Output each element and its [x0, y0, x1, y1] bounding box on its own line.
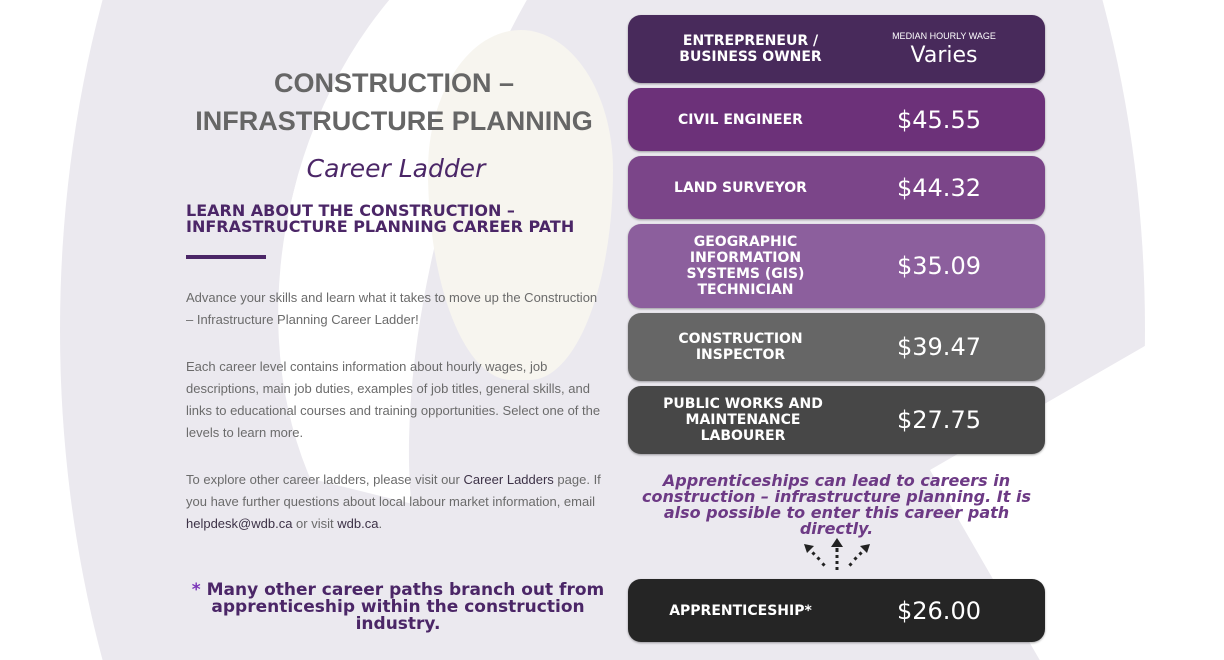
- contact-text-4: .: [378, 516, 383, 531]
- section-heading-line1: LEARN ABOUT THE CONSTRUCTION –: [186, 201, 515, 220]
- page-title-line1: CONSTRUCTION –: [273, 68, 514, 98]
- rung-wage: $35.09: [897, 252, 981, 280]
- rung-gis-technician[interactable]: [628, 224, 1045, 308]
- apprenticeship-footnote: [186, 582, 610, 633]
- page-title: [176, 64, 612, 140]
- contact-text-2: page. If you have further questions about local labour market information, email: [186, 472, 601, 509]
- rung-label: CIVIL ENGINEER: [678, 111, 803, 128]
- section-heading-line2: INFRASTRUCTURE PLANNING CAREER PATH: [186, 217, 575, 236]
- page-subtitle: Career Ladder: [306, 154, 486, 183]
- section-heading: [186, 203, 606, 235]
- apprenticeship-note: Apprenticeships can lead to careers in construction – infrastructure planning. It is also possible to enter this career path directly.: [642, 471, 1031, 538]
- rung-label: GEOGRAPHIC INFORMATION SYSTEMS (GIS) TECHNICIAN: [686, 234, 805, 298]
- intro-column: [186, 60, 606, 535]
- rung-wage: $27.75: [897, 406, 981, 434]
- career-ladders-link[interactable]: Career Ladders: [463, 472, 554, 487]
- rung-label: APPRENTICESHIP*: [669, 602, 812, 619]
- footnote-text: Many other career paths branch out from apprenticeship within the construction industry.: [200, 580, 605, 634]
- rung-construction-inspector[interactable]: [628, 313, 1045, 381]
- median-wage-header: MEDIAN HOURLY WAGE: [892, 30, 996, 41]
- contact-paragraph: [186, 469, 606, 535]
- rung-apprenticeship[interactable]: [628, 579, 1045, 642]
- footnote-star: *: [191, 580, 201, 600]
- rung-wage: $26.00: [897, 596, 981, 625]
- contact-text-3: or visit: [292, 516, 338, 531]
- intro-paragraph: Advance your skills and learn what it takes to move up the Construction – Infrastructure Planning Career Ladder!: [186, 290, 598, 327]
- description-paragraph: Each career level contains information about hourly wages, job descriptions, main job duties, examples of job titles, general skills, and links to educational courses and training opportunities. Select one of the levels to learn more.: [186, 359, 601, 440]
- rung-wage: $44.32: [897, 173, 981, 202]
- helpdesk-email-link[interactable]: helpdesk@wdb.ca: [186, 516, 293, 531]
- branching-arrows-icon: [802, 538, 872, 574]
- rung-public-works-labourer[interactable]: [628, 386, 1045, 454]
- wage-block: [863, 31, 1045, 68]
- rung-wage: Varies: [910, 42, 978, 68]
- career-ladder: [628, 15, 1045, 625]
- rung-land-surveyor[interactable]: [628, 156, 1045, 219]
- wdb-website-link[interactable]: wdb.ca: [337, 516, 379, 531]
- rung-entrepreneur[interactable]: [628, 15, 1045, 83]
- rung-label: LAND SURVEYOR: [674, 179, 807, 196]
- rung-wage: $45.55: [897, 105, 981, 134]
- page-title-line2: INFRASTRUCTURE PLANNING: [195, 106, 593, 136]
- heading-underline: [186, 255, 266, 259]
- rung-label: CONSTRUCTION INSPECTOR: [678, 331, 803, 363]
- rung-label: ENTREPRENEUR / BUSINESS OWNER: [679, 33, 822, 65]
- contact-text-1: To explore other career ladders, please visit our: [186, 472, 464, 487]
- rung-civil-engineer[interactable]: [628, 88, 1045, 151]
- rung-label: PUBLIC WORKS AND MAINTENANCE LABOURER: [663, 396, 823, 444]
- rung-wage: $39.47: [897, 333, 981, 361]
